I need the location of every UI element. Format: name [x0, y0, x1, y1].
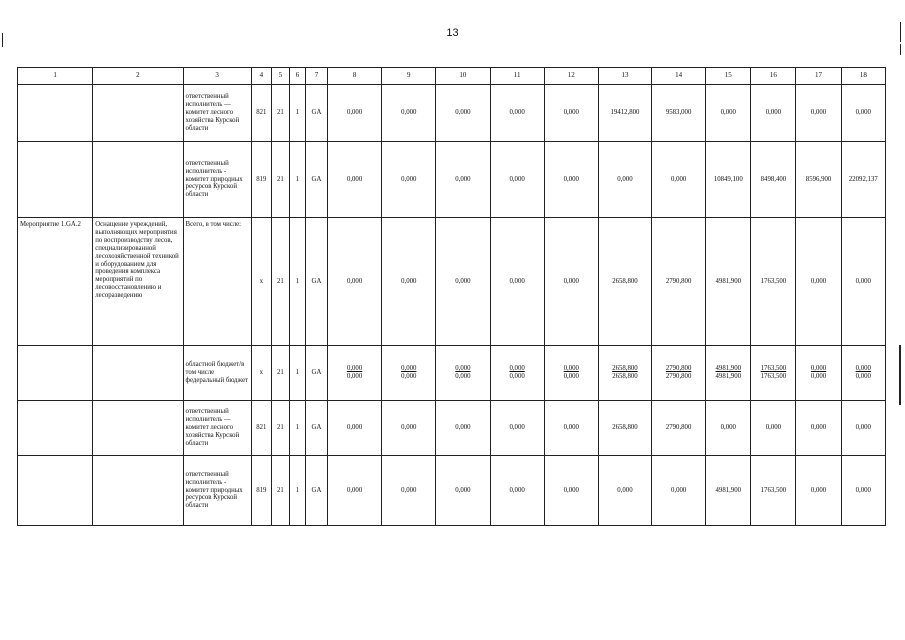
value-federal: 4981,900 [715, 373, 742, 380]
column-header: 9 [382, 68, 436, 85]
code-cell: 1 [289, 401, 305, 456]
code-cell: 1 [289, 456, 305, 526]
value-cell: 0,000 [490, 85, 544, 142]
value-cell: 0,000 [796, 218, 841, 346]
code-cell: 21 [271, 456, 289, 526]
value-cell: 0,000 [436, 142, 490, 218]
value-cell [544, 346, 598, 401]
scan-edge-mark [900, 22, 901, 42]
executor-cell: областной бюджет/в том числе федеральный бюджет [183, 346, 251, 401]
column-header: 3 [183, 68, 251, 85]
value-cell: 0,000 [598, 142, 651, 218]
value-cell: 0,000 [490, 401, 544, 456]
executor-cell: ответственный исполнитель - комитет природных ресурсов Курской области [183, 142, 251, 218]
value-cell: 0,000 [544, 456, 598, 526]
value-cell: 0,000 [328, 456, 382, 526]
column-header: 16 [751, 68, 796, 85]
code-cell: x [251, 218, 271, 346]
value-cell: 2790,800 [652, 401, 706, 456]
value-total: 2790,800 [665, 365, 692, 373]
value-total: 2658,800 [612, 365, 638, 373]
value-federal: 2790,800 [665, 373, 692, 380]
value-cell: 2658,800 [598, 218, 651, 346]
measure-description [93, 401, 183, 456]
value-federal: 0,000 [346, 373, 363, 380]
value-cell: 0,000 [751, 85, 796, 142]
value-total: 4981,900 [715, 365, 742, 373]
value-cell: 0,000 [382, 142, 436, 218]
value-cell: 8498,400 [751, 142, 796, 218]
value-total: 0,000 [401, 365, 417, 373]
value-federal: 2658,800 [612, 373, 638, 380]
value-cell: 0,000 [751, 401, 796, 456]
value-cell: 0,000 [544, 401, 598, 456]
column-header: 2 [93, 68, 183, 85]
value-cell: 0,000 [841, 401, 885, 456]
code-cell: 821 [251, 85, 271, 142]
code-cell: 21 [271, 346, 289, 401]
value-total: 1763,500 [760, 365, 787, 373]
value-federal: 0,000 [401, 373, 417, 380]
value-cell [706, 346, 751, 401]
value-cell [490, 346, 544, 401]
scan-edge-mark [899, 345, 901, 405]
value-cell: 0,000 [652, 456, 706, 526]
value-cell: 19412,800 [598, 85, 651, 142]
table-row [18, 346, 886, 401]
code-cell: 1 [289, 142, 305, 218]
column-header: 1 [18, 68, 93, 85]
value-cell: 0,000 [706, 401, 751, 456]
header-row [18, 68, 886, 85]
value-cell: 0,000 [652, 142, 706, 218]
code-cell: GA [305, 401, 327, 456]
measure-name [18, 142, 93, 218]
value-total: 0,000 [346, 365, 363, 373]
value-federal: 1763,500 [760, 373, 787, 380]
scan-edge-mark [2, 33, 3, 47]
code-cell: GA [305, 218, 327, 346]
value-cell: 0,000 [841, 85, 885, 142]
value-cell: 1763,500 [751, 218, 796, 346]
measure-name [18, 346, 93, 401]
executor-cell: Всего, в том числе: [183, 218, 251, 346]
value-total: 0,000 [855, 365, 871, 373]
code-cell: 819 [251, 142, 271, 218]
table-row [18, 85, 886, 142]
code-cell: GA [305, 85, 327, 142]
code-cell: 819 [251, 456, 271, 526]
table-row [18, 218, 886, 346]
code-cell: 1 [289, 85, 305, 142]
column-header: 15 [706, 68, 751, 85]
measure-name [18, 85, 93, 142]
code-cell: 21 [271, 401, 289, 456]
table-row [18, 142, 886, 218]
value-cell: 0,000 [544, 142, 598, 218]
value-cell: 0,000 [382, 401, 436, 456]
value-cell: 0,000 [436, 456, 490, 526]
page-number: 13 [446, 27, 459, 39]
value-cell: 0,000 [544, 85, 598, 142]
value-cell: 0,000 [382, 456, 436, 526]
table-row [18, 456, 886, 526]
value-cell [751, 346, 796, 401]
value-cell: 0,000 [796, 85, 841, 142]
table-row [18, 401, 886, 456]
value-cell: 0,000 [436, 218, 490, 346]
value-cell: 4981,900 [706, 456, 751, 526]
value-cell: 2790,800 [652, 218, 706, 346]
value-cell: 0,000 [328, 401, 382, 456]
value-cell: 22092,137 [841, 142, 885, 218]
value-cell: 0,000 [328, 142, 382, 218]
value-total: 0,000 [810, 365, 827, 373]
value-cell: 4981,900 [706, 218, 751, 346]
value-cell: 0,000 [328, 85, 382, 142]
value-cell: 0,000 [436, 85, 490, 142]
value-cell: 0,000 [490, 456, 544, 526]
value-cell: 0,000 [382, 218, 436, 346]
measure-name [18, 456, 93, 526]
column-header: 4 [251, 68, 271, 85]
value-cell: 0,000 [328, 218, 382, 346]
value-cell: 2658,800 [598, 401, 651, 456]
value-cell [436, 346, 490, 401]
value-cell: 0,000 [706, 85, 751, 142]
code-cell: 21 [271, 142, 289, 218]
executor-cell: ответственный исполнитель - комитет природных ресурсов Курской области [183, 456, 251, 526]
column-header: 17 [796, 68, 841, 85]
value-total: 0,000 [563, 365, 579, 373]
value-cell: 0,000 [490, 142, 544, 218]
value-total: 0,000 [509, 365, 525, 373]
executor-cell: ответственный исполнитель — комитет лесного хозяйства Курской области [183, 85, 251, 142]
value-cell: 0,000 [382, 85, 436, 142]
value-cell: 0,000 [490, 218, 544, 346]
code-cell: x [251, 346, 271, 401]
value-total: 0,000 [455, 365, 471, 373]
code-cell: 21 [271, 218, 289, 346]
value-cell [796, 346, 841, 401]
value-cell: 0,000 [796, 401, 841, 456]
executor-cell: ответственный исполнитель — комитет лесного хозяйства Курской области [183, 401, 251, 456]
code-cell: 1 [289, 346, 305, 401]
value-federal: 0,000 [855, 373, 871, 380]
value-cell: 0,000 [598, 456, 651, 526]
value-federal: 0,000 [509, 373, 525, 380]
measure-name: Мероприятие 1.GA.2 [18, 218, 93, 346]
column-header: 5 [271, 68, 289, 85]
budget-table [17, 67, 886, 526]
value-cell: 0,000 [436, 401, 490, 456]
measure-description [93, 85, 183, 142]
column-header: 11 [490, 68, 544, 85]
value-cell [328, 346, 382, 401]
column-header: 18 [841, 68, 885, 85]
code-cell: 1 [289, 218, 305, 346]
value-cell: 0,000 [841, 456, 885, 526]
code-cell: GA [305, 346, 327, 401]
value-cell: 0,000 [796, 456, 841, 526]
value-cell [382, 346, 436, 401]
value-cell: 1763,500 [751, 456, 796, 526]
code-cell: 21 [271, 85, 289, 142]
value-federal: 0,000 [563, 373, 579, 380]
measure-description [93, 346, 183, 401]
measure-name [18, 401, 93, 456]
value-federal: 0,000 [810, 373, 827, 380]
value-cell: 8596,900 [796, 142, 841, 218]
measure-description: Оснащение учреждений, выполняющих мероприятия по воспроизводству лесов, специализированной лесохозяйственной техникой и оборудованием для проведения комплекса мероприятий по лесовосстановлению и лесоразведению [93, 218, 183, 346]
column-header: 10 [436, 68, 490, 85]
measure-description [93, 142, 183, 218]
value-cell [841, 346, 885, 401]
column-header: 7 [305, 68, 327, 85]
column-header: 12 [544, 68, 598, 85]
code-cell: 821 [251, 401, 271, 456]
value-federal: 0,000 [455, 373, 471, 380]
value-cell: 0,000 [544, 218, 598, 346]
column-header: 14 [652, 68, 706, 85]
value-cell [598, 346, 651, 401]
scan-edge-mark [900, 44, 901, 55]
value-cell: 9583,000 [652, 85, 706, 142]
column-header: 6 [289, 68, 305, 85]
column-header: 8 [328, 68, 382, 85]
value-cell: 0,000 [841, 218, 885, 346]
value-cell [652, 346, 706, 401]
column-header: 13 [598, 68, 651, 85]
measure-description [93, 456, 183, 526]
code-cell: GA [305, 142, 327, 218]
value-cell: 10849,100 [706, 142, 751, 218]
code-cell: GA [305, 456, 327, 526]
